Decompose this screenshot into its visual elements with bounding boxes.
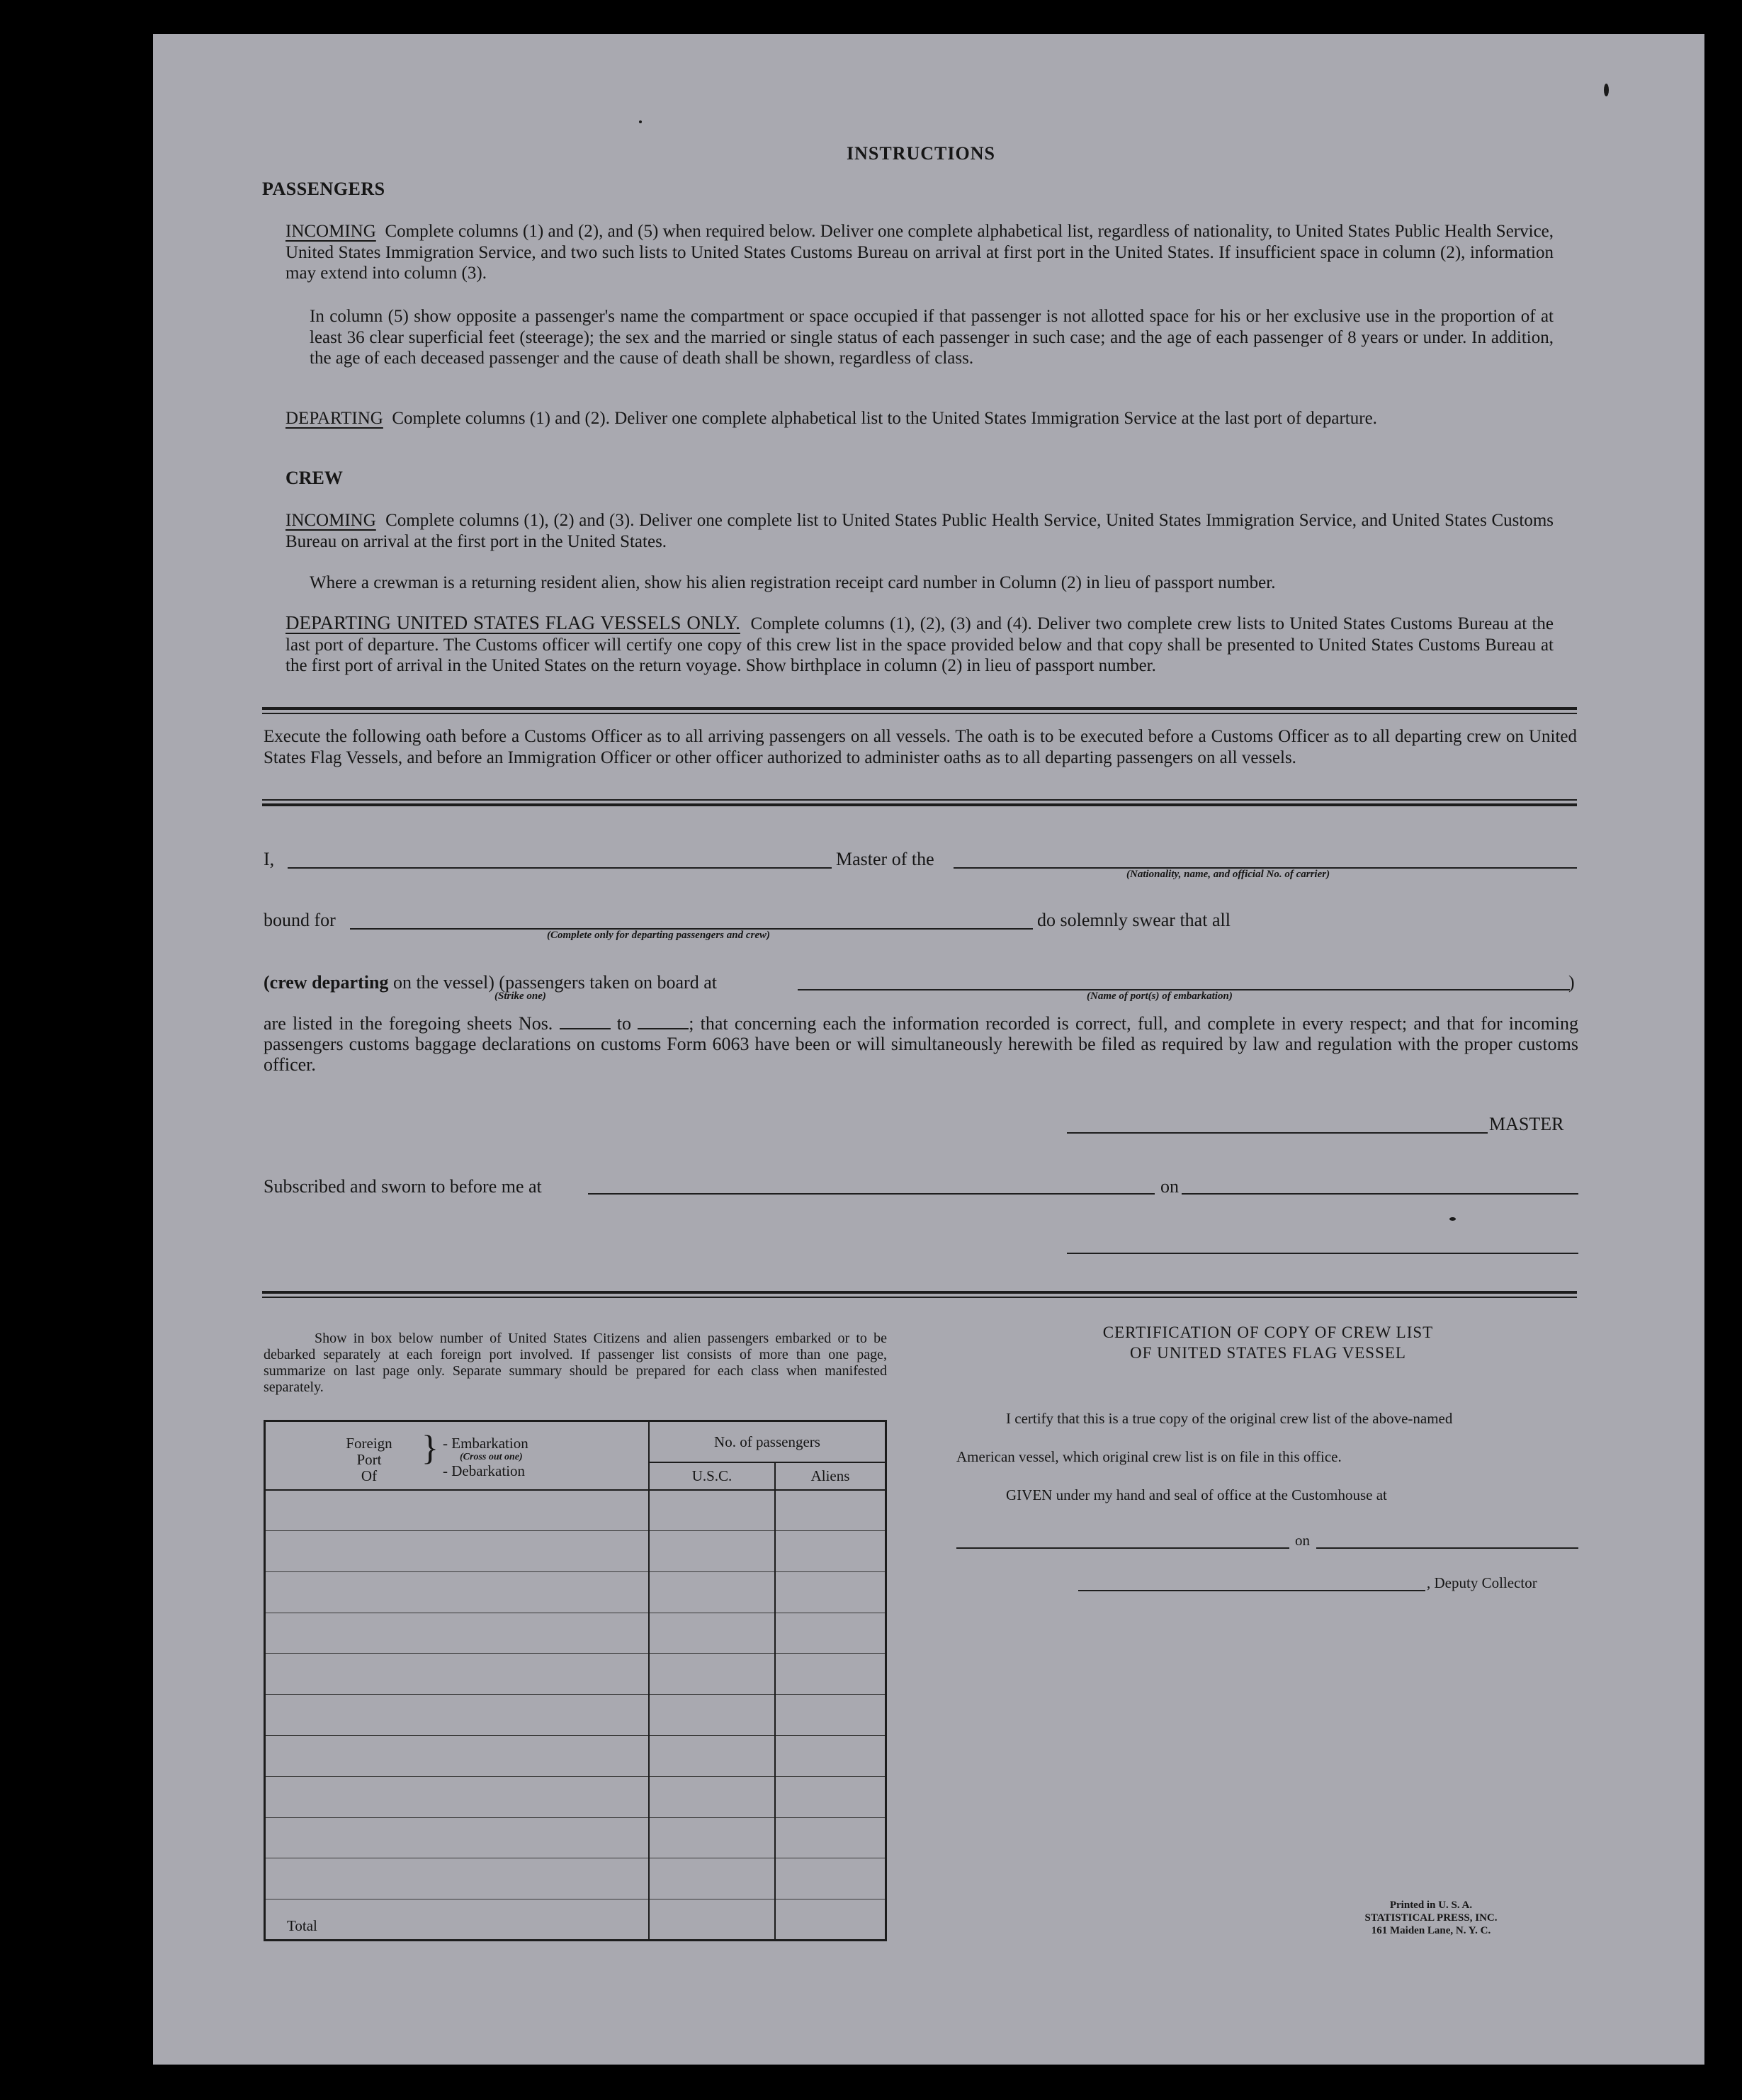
oath-i: I, <box>264 849 275 869</box>
bound-for-label: bound for <box>264 910 336 930</box>
crew-incoming-label: INCOMING <box>285 511 376 530</box>
table-row <box>265 1571 886 1613</box>
aliens-cell[interactable] <box>775 1858 886 1899</box>
sheets-paragraph <box>264 1013 1578 1075</box>
usc-cell[interactable] <box>649 1531 775 1572</box>
scan-speck <box>1449 1217 1456 1221</box>
passenger-summary-table <box>264 1420 887 1941</box>
usc-header: U.S.C. <box>649 1462 775 1490</box>
sheets-to: to <box>616 1013 631 1034</box>
brace-icon: } <box>422 1428 439 1468</box>
port-caption: (Name of port(s) of embarkation) <box>1087 990 1233 1002</box>
table-row <box>265 1695 886 1736</box>
cert-on-label: on <box>1295 1532 1310 1549</box>
usc-cell[interactable] <box>649 1695 775 1736</box>
oath-instruction: Execute the following oath before a Customs Officer as to all arriving passengers on all vessels. The oath is to be executed before a Customs Officer as to all departing crew on United States Flag Vessels, and before an Immigration Officer or other officer authorized to administer oaths as to all departing passengers on all vessels. <box>264 727 1577 767</box>
aliens-cell[interactable] <box>775 1613 886 1654</box>
printer-line1: Printed in U. S. A. <box>1389 1899 1473 1911</box>
bound-for-caption: (Complete only for departing passengers and crew) <box>547 930 770 941</box>
aliens-total-cell[interactable] <box>775 1899 886 1941</box>
aliens-header: Aliens <box>775 1462 886 1490</box>
table-row <box>265 1531 886 1572</box>
aliens-cell[interactable] <box>775 1571 886 1613</box>
section-divider <box>262 1291 1577 1298</box>
usc-cell[interactable] <box>649 1654 775 1695</box>
crew-departing-paragraph <box>285 613 1554 677</box>
section-divider <box>262 799 1577 806</box>
customhouse-field[interactable] <box>956 1547 1289 1549</box>
total-row <box>265 1899 886 1941</box>
sworn-place-field[interactable] <box>588 1193 1155 1195</box>
usc-cell[interactable] <box>649 1490 775 1531</box>
total-label: Total <box>265 1899 650 1941</box>
crew-heading: CREW <box>285 468 343 488</box>
of-text: Of <box>361 1467 378 1485</box>
crew-passengers-statement <box>264 972 717 993</box>
no-passengers-header: No. of passengers <box>649 1421 886 1463</box>
embarkation-option[interactable]: - Embarkation <box>443 1435 528 1452</box>
aliens-cell[interactable] <box>775 1490 886 1531</box>
printer-line2: STATISTICAL PRESS, INC. <box>1364 1912 1498 1924</box>
table-row <box>265 1776 886 1817</box>
passengers-departing-text: Complete columns (1) and (2). Deliver one complete alphabetical list to the United States Immigration Service at the last port of departure. <box>392 409 1377 428</box>
passengers-incoming-label: INCOMING <box>285 222 376 241</box>
strike-one-caption: (Strike one) <box>494 990 546 1002</box>
port-cell[interactable] <box>265 1736 650 1777</box>
aliens-cell[interactable] <box>775 1695 886 1736</box>
certification-heading <box>1020 1322 1516 1363</box>
port-cell[interactable] <box>265 1613 650 1654</box>
crew-departing-label: DEPARTING UNITED STATES FLAG VESSELS ONLY. <box>285 612 740 633</box>
table-row <box>265 1654 886 1695</box>
master-label: MASTER <box>1489 1114 1564 1134</box>
section-divider <box>262 707 1577 714</box>
printer-line3: 161 Maiden Lane, N. Y. C. <box>1371 1925 1491 1936</box>
aliens-cell[interactable] <box>775 1736 886 1777</box>
port-cell[interactable] <box>265 1695 650 1736</box>
close-paren: ) <box>1568 972 1575 993</box>
usc-cell[interactable] <box>649 1776 775 1817</box>
table-row <box>265 1613 886 1654</box>
debarkation-option[interactable]: - Debarkation <box>443 1462 526 1480</box>
crew-incoming-paragraph <box>285 510 1554 552</box>
page-title: INSTRUCTIONS <box>847 143 995 164</box>
table-row <box>265 1736 886 1777</box>
carrier-caption: (Nationality, name, and official No. of carrier) <box>1126 869 1330 880</box>
passengers-departing-label: DEPARTING <box>285 409 383 428</box>
embark-debark-label <box>443 1435 528 1479</box>
master-signature-field[interactable] <box>1067 1132 1488 1134</box>
on-the-vessel-text: on the vessel) <box>392 972 494 993</box>
aliens-cell[interactable] <box>775 1654 886 1695</box>
usc-cell[interactable] <box>649 1736 775 1777</box>
port-cell[interactable] <box>265 1654 650 1695</box>
scan-speck <box>1604 84 1609 96</box>
scan-speck <box>639 120 642 123</box>
crew-incoming-text: Complete columns (1), (2) and (3). Deliver one complete list to United States Public Health Service, United States Immigration Service, and United States Customs Bureau on arrival at the first port in the United States. <box>285 511 1554 551</box>
officer-signature-field[interactable] <box>1067 1253 1578 1254</box>
port-text: Port <box>356 1451 382 1469</box>
aliens-cell[interactable] <box>775 1776 886 1817</box>
port-cell[interactable] <box>265 1571 650 1613</box>
master-name-field[interactable] <box>288 867 832 869</box>
crew-departing-text: Complete columns (1), (2), (3) and (4). Deliver two complete crew lists to United States Customs Bureau at the last port of departure. The Customs officer will certify one copy of this crew list in the space provided below and that copy shall be presented to United States Customs Bureau at the first port of arrival in the United States on the return voyage. Show birthplace in column (2) in lieu of passport number. <box>285 614 1554 675</box>
certify-line1: I certify that this is a true copy of the original crew list of the above-named <box>1006 1410 1453 1427</box>
table-row <box>265 1858 886 1899</box>
usc-total-cell[interactable] <box>649 1899 775 1941</box>
aliens-cell[interactable] <box>775 1817 886 1858</box>
summary-instruction: Show in box below number of United States Citizens and alien passengers embarked or to be debarked separately at each foreign port involved. If passenger list consists of more than one page, summarize on last page only. Separate summary should be prepared for each class when manifested separately. <box>264 1331 887 1395</box>
master-of-the-label: Master of the <box>836 849 934 869</box>
passengers-incoming-paragraph <box>285 221 1554 284</box>
given-line: GIVEN under my hand and seal of office at the Customhouse at <box>1006 1486 1387 1503</box>
subscribed-label: Subscribed and sworn to before me at <box>264 1176 542 1197</box>
cert-date-field[interactable] <box>1316 1547 1578 1549</box>
printer-imprint <box>1332 1899 1530 1937</box>
port-cell[interactable] <box>265 1531 650 1572</box>
usc-cell[interactable] <box>649 1613 775 1654</box>
table-row <box>265 1817 886 1858</box>
table-row <box>265 1490 886 1531</box>
column5-paragraph: In column (5) show opposite a passenger's name the compartment or space occupied if that passenger is not allotted space for his or her exclusive use in the proportion of at least 36 clear superficial feet (steerage); the sex and the married or single status of each passenger in such case; and the age of each passenger of 8 years or under. In addition, the age of each deceased passenger and the cause of death shall be shown, regardless of class. <box>310 307 1554 368</box>
usc-cell[interactable] <box>649 1858 775 1899</box>
sworn-date-field[interactable] <box>1182 1193 1578 1195</box>
aliens-cell[interactable] <box>775 1531 886 1572</box>
certification-heading-line1: CERTIFICATION OF COPY OF CREW LIST <box>1102 1323 1434 1341</box>
deputy-signature-field[interactable] <box>1078 1590 1425 1591</box>
port-cell[interactable] <box>265 1776 650 1817</box>
certification-heading-line2: OF UNITED STATES FLAG VESSEL <box>1130 1344 1406 1362</box>
sheets-prefix: are listed in the foregoing sheets Nos. <box>264 1013 553 1034</box>
usc-cell[interactable] <box>649 1817 775 1858</box>
sheet-from-field[interactable] <box>560 1028 611 1029</box>
port-cell[interactable] <box>265 1858 650 1899</box>
alien-paragraph: Where a crewman is a returning resident alien, show his alien registration receipt card number in Column (2) in lieu of passport number. <box>310 573 1276 592</box>
passengers-taken-option: (passengers taken on board at <box>499 972 717 993</box>
passengers-incoming-text: Complete columns (1) and (2), and (5) when required below. Deliver one complete alphabetical list, regardless of nationality, to United States Public Health Service, United States Immigration Service, and two such lists to United States Customs Bureau on arrival at first port in the United States. If insufficient space in column (2), information may extend into column (3). <box>285 222 1554 283</box>
usc-cell[interactable] <box>649 1571 775 1613</box>
crew-departing-option: (crew departing <box>264 972 389 993</box>
deputy-collector-label: , Deputy Collector <box>1427 1574 1537 1591</box>
swear-label: do solemnly swear that all <box>1037 910 1231 930</box>
passengers-departing-paragraph <box>285 408 1554 429</box>
port-cell[interactable] <box>265 1817 650 1858</box>
cross-out-caption: (Cross out one) <box>460 1452 523 1463</box>
port-cell[interactable] <box>265 1490 650 1531</box>
passengers-heading: PASSENGERS <box>262 179 385 199</box>
sheet-to-field[interactable] <box>638 1028 689 1029</box>
certify-line2: American vessel, which original crew list is on file in this office. <box>956 1448 1342 1465</box>
foreign-text: Foreign <box>346 1435 392 1452</box>
foreign-port-of-label <box>334 1435 405 1484</box>
port-header-cell <box>265 1421 650 1490</box>
sworn-on-label: on <box>1160 1176 1179 1197</box>
sheets-rest: ; that concerning each the information recorded is correct, full, and complete in every respect; and that for incoming passengers customs baggage declarations on customs Form 6063 have been or will simultaneously herewith be filed as required by law and regulation with the proper customs officer. <box>264 1013 1579 1075</box>
